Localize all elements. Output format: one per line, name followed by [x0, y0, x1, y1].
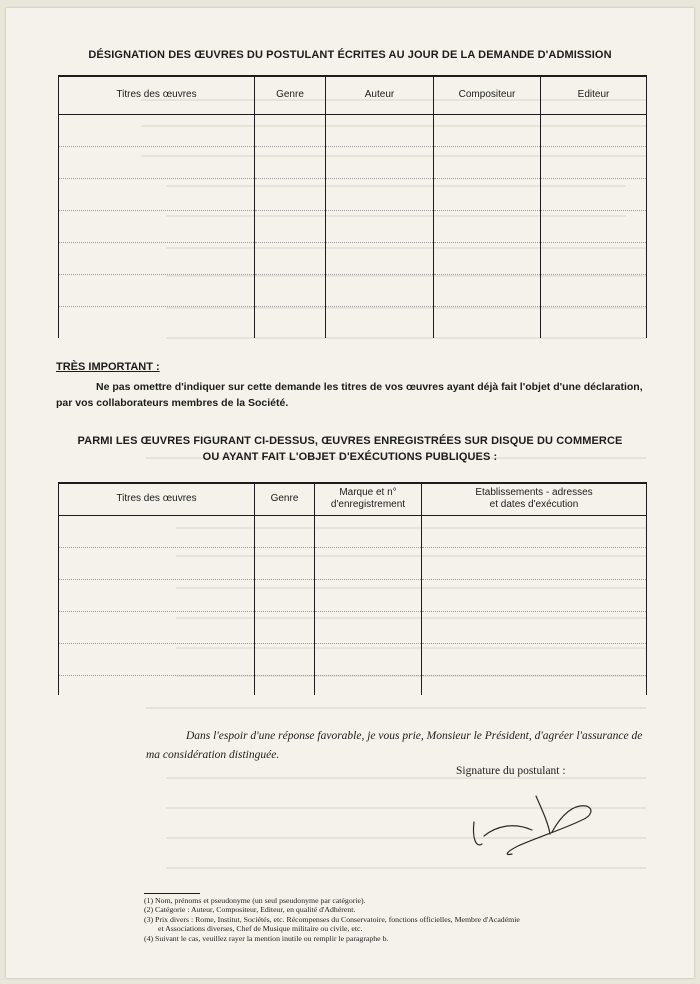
table-row[interactable] — [59, 515, 647, 547]
footnote-3: (3) Prix divers : Rome, Institut, Sociétés, etc. Récompenses du Conservatoire, fonctions officielles, Membre d'Académie — [144, 914, 520, 924]
notice-title: TRÈS IMPORTANT : — [56, 361, 160, 373]
section1-title: DÉSIGNATION DES ŒUVRES DU POSTULANT ÉCRITES AU JOUR DE LA DEMANDE D'ADMISSION — [88, 49, 612, 61]
closing-text: Dans l'espoir d'une réponse favorable, je vous prie, Monsieur le Président, d'agréer l'assurance de ma considération distinguée. — [146, 730, 643, 761]
table-row[interactable] — [59, 242, 647, 274]
col-etablissements — [422, 483, 647, 515]
signature-scribble — [466, 786, 606, 858]
footnote-2: (2) Catégorie : Auteur, Compositeur, Editeur, en qualité d'Adhérent. — [144, 905, 356, 915]
col-marque-line2: d'enregistrement — [330, 499, 406, 511]
table-row[interactable] — [59, 547, 647, 579]
table-row[interactable] — [59, 178, 647, 210]
col-etablissements-line2: et dates d'exécution — [489, 499, 579, 511]
col-genre: Genre — [255, 76, 326, 114]
footnote-rule — [144, 893, 200, 894]
col-editeur: Editeur — [541, 76, 647, 114]
col-titres: Titres des œuvres — [59, 483, 255, 515]
table-row[interactable] — [59, 210, 647, 242]
table-row[interactable] — [59, 114, 647, 146]
col-titres: Titres des œuvres — [59, 76, 255, 114]
table-row[interactable] — [59, 579, 647, 611]
col-marque-line1: Marque et n° — [339, 487, 397, 499]
footnote-4: (4) Suivant le cas, veuillez rayer la mention inutile ou remplir le paragraphe b. — [144, 933, 389, 943]
footnote-1: (1) Nom, prénoms et pseudonyme (un seul pseudonyme par catégorie). — [144, 896, 366, 905]
footnotes — [144, 896, 664, 943]
col-compositeur: Compositeur — [434, 76, 541, 114]
recordings-table — [58, 482, 647, 695]
col-auteur: Auteur — [326, 76, 434, 114]
table-row[interactable] — [59, 306, 647, 338]
signature-label: Signature du postulant : — [456, 765, 566, 777]
table-row[interactable] — [59, 274, 647, 306]
section2-title-line1: PARMI LES ŒUVRES FIGURANT CI-DESSUS, ŒUVRES ENREGISTRÉES SUR DISQUE DU COMMERCE — [77, 435, 623, 447]
table-row[interactable] — [59, 146, 647, 178]
works-table — [58, 75, 647, 338]
footnote-3-continued: et Associations diverses, Chef de Musique militaire ou civile, etc. — [158, 924, 363, 934]
section2-title-line2: OU AYANT FAIT L'OBJET D'EXÉCUTIONS PUBLIQUES : — [202, 451, 498, 463]
table-row[interactable] — [59, 611, 647, 643]
notice-text: Ne pas omettre d'indiquer sur cette demande les titres de vos œuvres ayant déjà fait l'objet d'une déclaration, par vos collaborateurs membres de la Société. — [56, 381, 643, 409]
form-page — [6, 8, 694, 978]
col-etablissements-line1: Etablissements - adresses — [475, 487, 593, 499]
table-row[interactable] — [59, 675, 647, 695]
col-genre: Genre — [255, 483, 315, 515]
table-row[interactable] — [59, 643, 647, 675]
col-marque — [315, 483, 422, 515]
